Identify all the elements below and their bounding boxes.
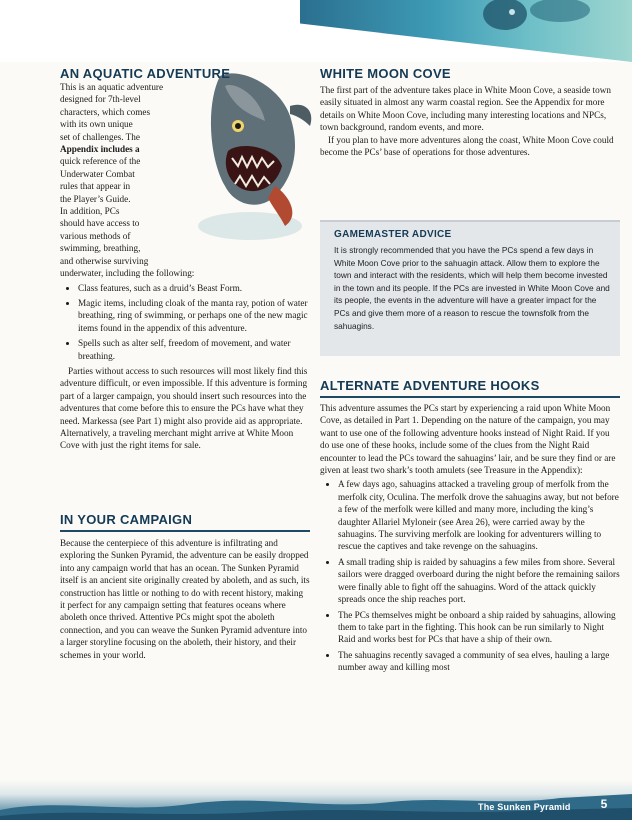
hooks-list [320,478,620,673]
intro-line: characters, which comes [60,106,151,117]
intro-line: Appendix includes a [60,144,140,155]
intro-line: the Player’s Guide. [60,193,131,204]
gm-advice-sidebar [320,220,620,356]
list-item: • A small trading ship is raided by sahuagins a few miles from shore. Several sailors were dragged overboard during the night before the remaining sailors were finally able to fight off the sahuagins. Word of the attack quickly spreads once the ship reaches port. [338,556,620,606]
section-title-campaign: IN YOUR CAMPAIGN [60,512,193,527]
section-title-white-moon: WHITE MOON COVE [320,66,451,81]
list-item: • A few days ago, sahuagins attacked a traveling group of merfolk from the merfolk city, Oculina. The merfolk drove the sahuagins away, but not before a few of the merfolk were killed and many more, including the king’s daughter Allariel Myloneir (see Area 26), were carried away by the sahuagins. The surviving merfolk are looking for adventurers willing to rescue the captives and take revenge on the sahuagins. [338,478,620,552]
intro-line: various methods of [60,230,131,241]
intro-line: should have access to [60,218,140,229]
intro-line: set of challenges. The [60,131,140,142]
section-title-hooks: ALTERNATE ADVENTURE HOOKS [320,378,540,393]
list-item: • Class features, such as a druid’s Beast Form. [78,282,310,294]
intro-line: Underwater Combat [60,168,135,179]
campaign-paragraph: Because the centerpiece of this adventure is infiltrating and exploring the Sunken Pyramid, the adventure can be easily dropped into any campaign world that has an ocean. The Sunken Pyramid itself is an ancient site originally created by aboleth, and as such, its construction has little or nothing to do with recent history, making it perfect for any campaign setting that features oceans where aboleth once thrived. Attentive PCs might spot the aboleth connection, and you can weave the Sunken Pyramid adventure into a larger storyline focusing on the aboleth, their history, and their schemes in your world. [60,538,310,660]
intro-line: underwater, including the following: [60,268,195,279]
intro-line: quick reference of the [60,156,141,167]
white-moon-paragraph: The first part of the adventure takes place in White Moon Cove, a seaside town easily situated in almost any warm coastal region. See the Appendix for more details on White Moon Cove, including many interesting locations and NPCs, town background, random events, and more. [320,85,611,133]
section-title-aquatic: AN AQUATIC ADVENTURE [60,66,231,81]
intro-line: In addition, PCs [60,206,120,217]
intro-line: rules that appear in [60,181,131,192]
section-divider [320,396,620,398]
page-number: 5 [600,797,608,811]
section-divider [60,530,310,532]
list-item: • The PCs themselves might be onboard a ship raided by sahuagins, allowing them to take part in the fighting. This hook can be run similarly to Night Raid and works best for PCs that have a ship of their own. [338,609,620,646]
list-item: • Magic items, including cloak of the manta ray, potion of water breathing, ring of swimming, or perhaps one of the new magic items found in the appendix of this adventure. [78,297,310,334]
aquatic-intro [60,81,184,267]
aquatic-after-paragraph: Parties without access to such resources will most likely find this adventure difficult, or even impossible. If this adventure is forming part of a larger campaign, you should insert such resources into the adventures that come before this to ensure the PCs have what they need. Markessa (see Part 1) might also provide aid as appropriate. Alternatively, a traveling merchant might arrive at White Moon Cove with just the right items for sale. [60,365,308,451]
intro-line: and otherwise surviving [60,255,149,266]
intro-line: with its own unique [60,119,133,130]
hooks-intro: This adventure assumes the PCs start by experiencing a raid upon White Moon Cove, as detailed in Part 1. Depending on the nature of the campaign, you may want to use one of the following adventure hooks instead of Night Raid. If you do use one of these hooks, include some of the clues from the Night Raid encounter to lead the PCs toward the sahuagins’ lair, and be sure they find or are given at least two shark’s tooth amulets (see Treasure in the Appendix): [320,403,616,476]
list-item: • The sahuagins recently savaged a community of sea elves, hauling a large number away and killing most [338,649,620,674]
footer-title: The Sunken Pyramid [478,802,571,812]
sidebar-text: It is strongly recommended that you have the PCs spend a few days in White Moon Cove prior to the sahuagin attack. Allow them to explore the town and interact with the residents, which will help them become invested in the town and its people. If the PCs are invested in White Moon Cove and its people, the events in the adventure will have a greater impact for the PCs and give them more of a reason to rescue the townsfolk from the sahuagins. [334,245,610,331]
white-moon-paragraph-2: If you plan to have more adventures along the coast, White Moon Cove could become the PCs’ base of operations for those adventures. [320,134,614,158]
page-footer [0,780,632,820]
intro-line: designed for 7th-level [60,94,141,105]
intro-line: swimming, breathing, [60,243,141,254]
sidebar-title: GAMEMASTER ADVICE [334,229,452,240]
top-banner-art [0,0,632,62]
list-item: • Spells such as alter self, freedom of movement, and water breathing. [78,337,310,362]
intro-line: This is an aquatic adventure [60,82,164,92]
resource-list [60,282,310,362]
